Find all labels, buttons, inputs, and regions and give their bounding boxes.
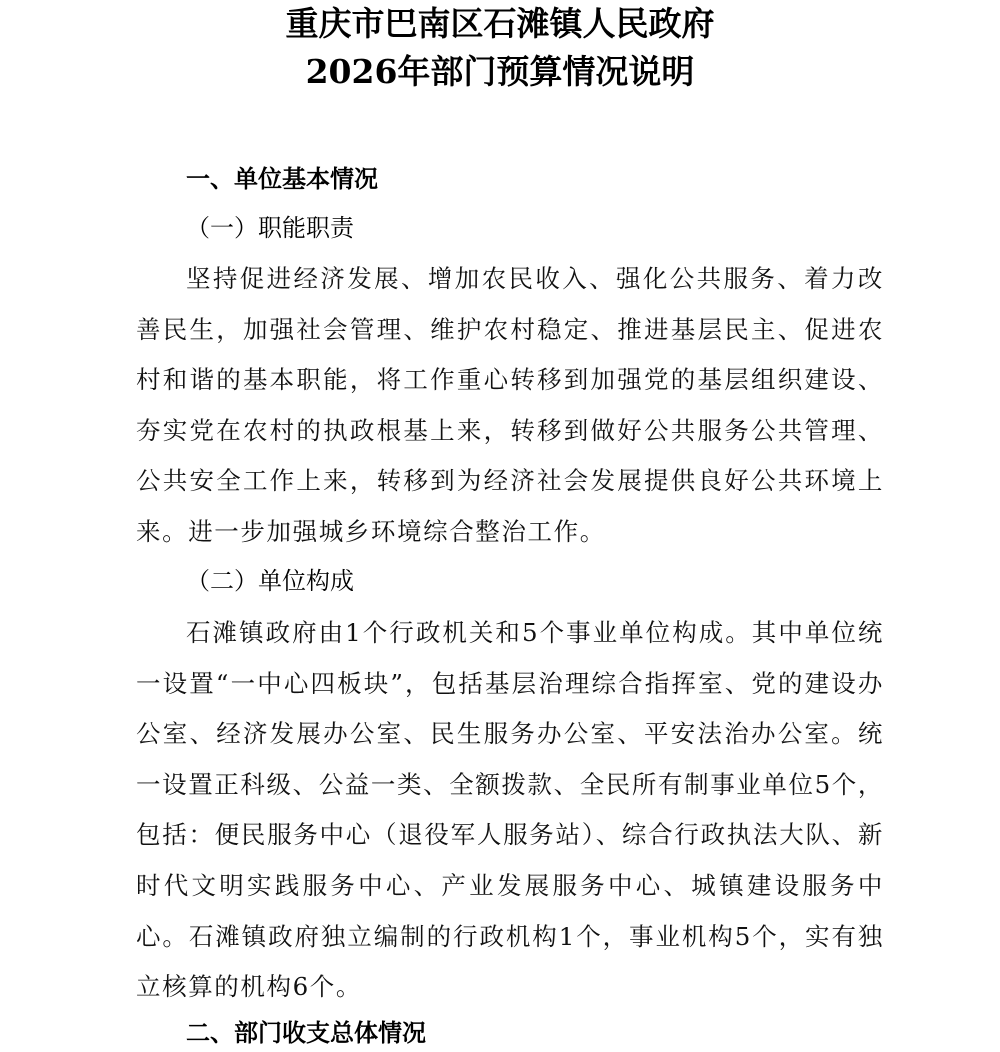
subsection-heading-composition: （二）单位构成: [186, 567, 354, 595]
document-title-line-2: 2026年部门预算情况说明: [305, 52, 695, 91]
subsection-heading-duties: （一）职能职责: [186, 214, 354, 242]
paragraph-composition: 石滩镇政府由1个行政机关和5个事业单位构成。其中单位统一设置“一中心四板块”，包括基层治理综合指挥室、党的建设办公室、经济发展办公室、民生服务办公室、平安法治办公室。统一设置正科级、公益一类、全额拨款、全民所有制事业单位5个，包括：便民服务中心（退役军人服务站）、综合行政执法大队、新时代文明实践服务中心、产业发展服务中心、城镇建设服务中心。石滩镇政府独立编制的行政机构1个，事业机构5个，实有独立核算的机构6个。: [136, 618, 884, 1002]
document-title-line-1: 重庆市巴南区石滩镇人民政府: [285, 4, 715, 43]
section-heading-basic-info: 一、单位基本情况: [186, 165, 378, 193]
paragraph-duties: 坚持促进经济发展、增加农民收入、强化公共服务、着力改善民生，加强社会管理、维护农村稳定、推进基层民主、促进农村和谐的基本职能，将工作重心转移到加强党的基层组织建设、夯实党在农村的执政根基上来，转移到做好公共服务公共管理、公共安全工作上来，转移到为经济社会发展提供良好公共环境上来。进一步加强城乡环境综合整治工作。: [136, 264, 884, 546]
section-heading-budget-overview: 二、部门收支总体情况: [186, 1019, 426, 1047]
